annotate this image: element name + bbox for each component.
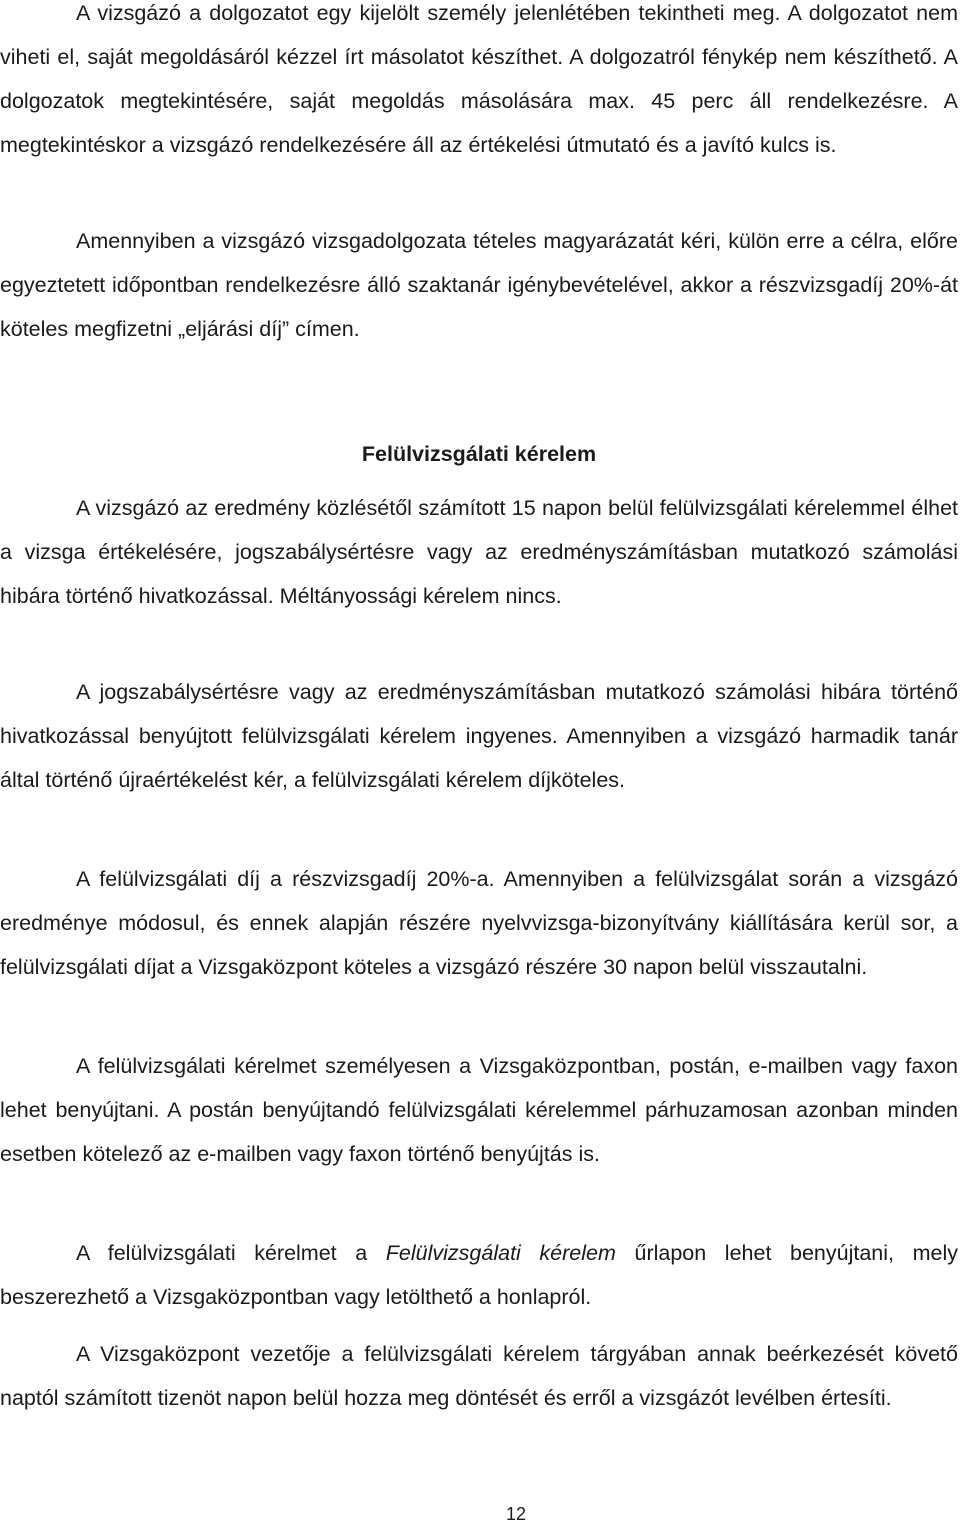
paragraph-decision: A Vizsgaközpont vezetője a felülvizsgálati kérelem tárgyában annak beérkezését követő naptól számított tizenöt napon belül hozza meg döntését és erről a vizsgázót levélben értesíti. — [0, 1342, 958, 1410]
page-number: 12 — [505, 1504, 527, 1524]
paragraph-submission-methods: A felülvizsgálati kérelmet személyesen a Vizsgaközpontban, postán, e-mailben vagy faxon lehet benyújtani. A postán benyújtandó felülvizsgálati kérelemmel párhuzamosan azonban minden esetben kötelező az e-mailben vagy faxon történő benyújtás is. — [0, 1054, 958, 1166]
paragraph-appeal-form — [0, 1231, 958, 1319]
form-text-after: űrlapon lehet benyújtani, mely beszerezhető a Vizsgaközpontban vagy letölthető a honlapról. — [0, 1241, 958, 1309]
paragraph-appeal-refund: A felülvizsgálati díj a részvizsgadíj 20%-a. Amennyiben a felülvizsgálat során a vizsgázó eredménye módosul, és ennek alapján részére nyelvvizsga-bizonyítvány kiállítására kerül sor, a felülvizsgálati díjat a Vizsgaközpont köteles a vizsgázó részére 30 napon belül visszautalni. — [0, 867, 958, 979]
paragraph-explanation-fee: Amennyiben a vizsgázó vizsgadolgozata tételes magyarázatát kéri, külön erre a célra, előre egyeztetett időpontban rendelkezésre álló szaktanár igénybevételével, akkor a részvizsgadíj 20%-át köteles megfizetni „eljárási díj” címen. — [0, 229, 958, 341]
form-text-before: A felülvizsgálati kérelmet a — [76, 1241, 386, 1265]
paragraph-exam-review: A vizsgázó a dolgozatot egy kijelölt személy jelenlétében tekintheti meg. A dolgozatot nem viheti el, saját megoldásáról kézzel írt másolatot készíthet. A dolgozatról fénykép nem készíthető. A dolgozatok megtekintésére, saját megoldás másolására max. 45 perc áll rendelkezésre. A megtekintéskor a vizsgázó rendelkezésére áll az értékelési útmutató és a javító kulcs is. — [0, 1, 958, 157]
form-name: Felülvizsgálati kérelem — [385, 1241, 616, 1265]
paragraph-appeal-fees: A jogszabálysértésre vagy az eredményszámításban mutatkozó számolási hibára történő hivatkozással benyújtott felülvizsgálati kérelem ingyenes. Amennyiben a vizsgázó harmadik tanár által történő újraértékelést kér, a felülvizsgálati kérelem díjköteles. — [0, 680, 958, 792]
section-heading: Felülvizsgálati kérelem — [361, 442, 597, 466]
paragraph-appeal-deadline: A vizsgázó az eredmény közlésétől számított 15 napon belül felülvizsgálati kérelemmel élhet a vizsga értékelésére, jogszabálysértésre vagy az eredményszámításban mutatkozó számolási hibára történő hivatkozással. Méltányossági kérelem nincs. — [0, 496, 958, 608]
